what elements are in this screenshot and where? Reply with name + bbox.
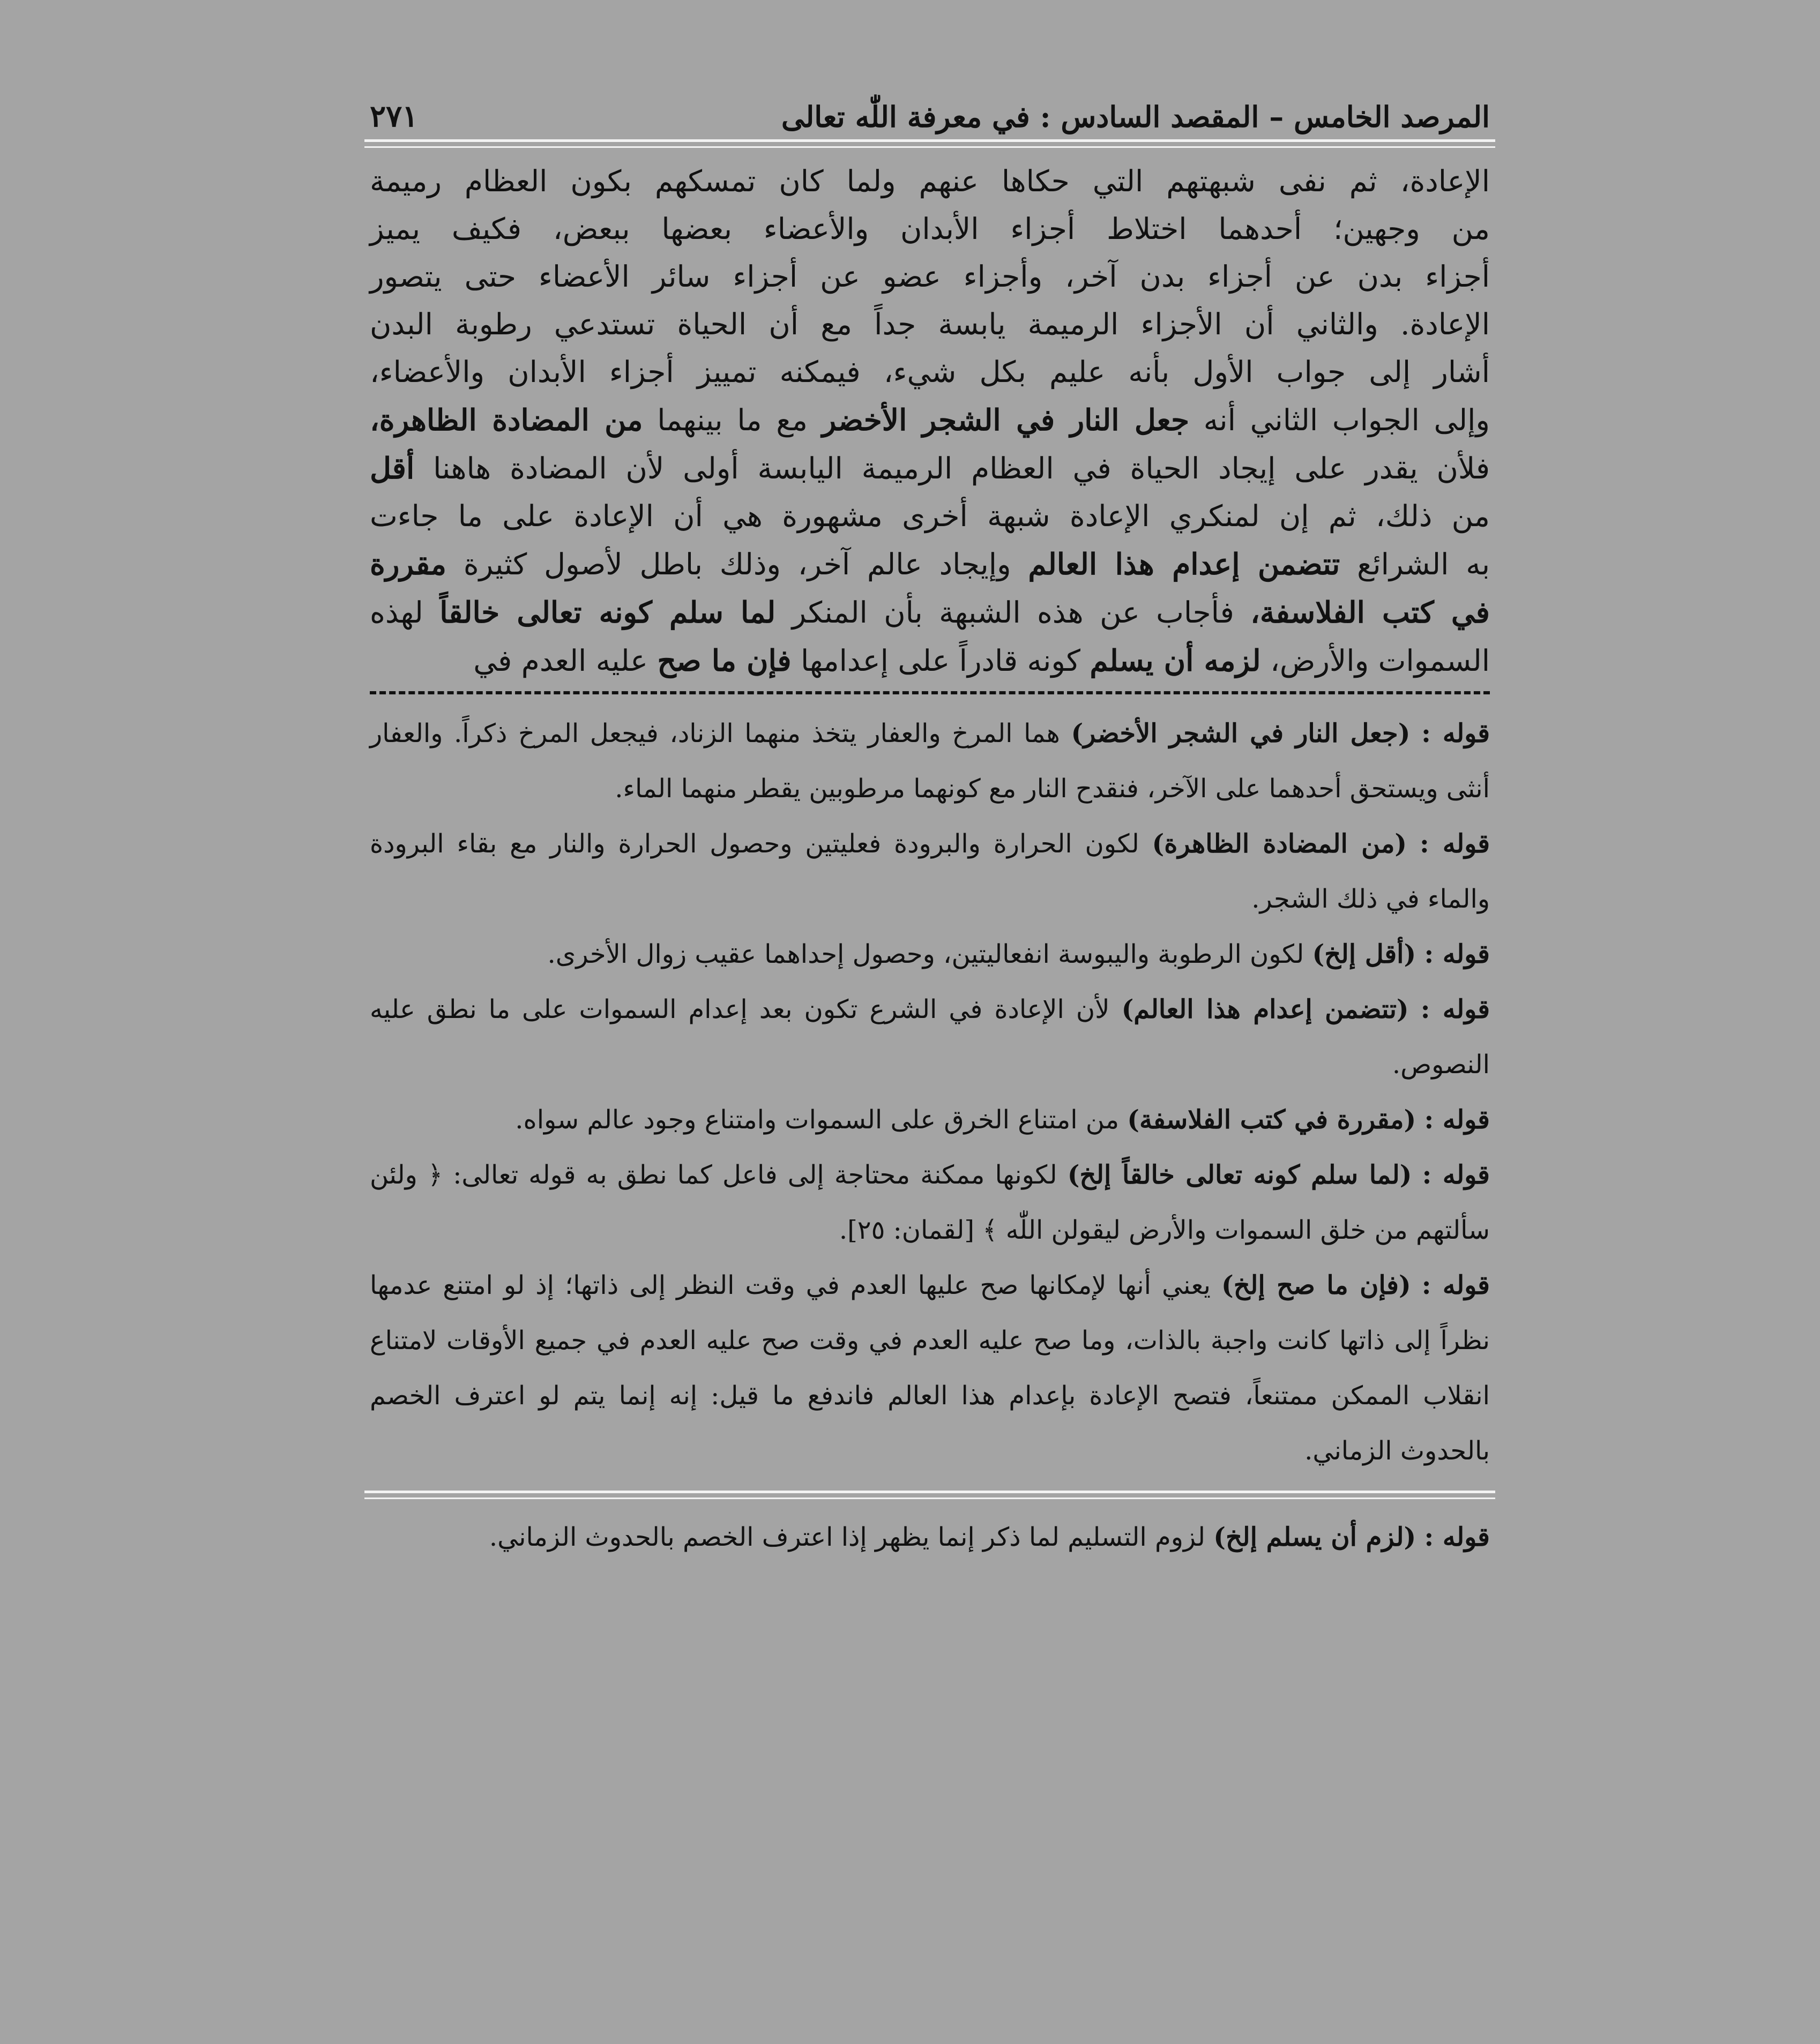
note-quote: (لزم أن يسلم إلخ) bbox=[1213, 1522, 1416, 1552]
text-line bbox=[370, 540, 1490, 588]
commentary-note bbox=[370, 1092, 1490, 1148]
note-label: قوله : bbox=[1420, 994, 1490, 1024]
text-line bbox=[370, 348, 1490, 396]
note-text: هما المرخ والعفار يتخذ منهما الزناد، فيجعل المرخ ذكراً. والعفار أنثى ويستحق أحدهما على الآخر، فنقدح النار مع كونهما مرطوبين يقطر منهما الماء. bbox=[370, 718, 1490, 804]
bold-phrase: من المضادة الظاهرة، bbox=[370, 402, 643, 437]
note-quote: (من المضادة الظاهرة) bbox=[1152, 829, 1407, 859]
text-line bbox=[370, 396, 1490, 444]
page-number: ٢٧١ bbox=[370, 99, 419, 134]
note-text: يعني أنها لإمكانها صح عليها العدم في وقت النظر إلى ذاتها؛ إذ لو امتنع عدمها نظراً إلى ذاتها كانت واجبة بالذات، وما صح عليه العدم في وقت صح عليه العدم في جميع الأوقات لامتناع انقلاب الممكن ممتنعاً، فتصح الإعادة بإعدام هذا العالم فاندفع ما قيل: إنه إنما يتم لو اعترف الخصم بالحدوث الزماني. bbox=[370, 1270, 1490, 1466]
note-text: لكونها ممكنة محتاجة إلى فاعل كما نطق به قوله تعالى: ﴿ ولئن سألتهم من خلق السموات والأرض ليقولن اللّٰه ﴾ [لقمان: ٢٥]. bbox=[370, 1160, 1490, 1245]
note-label: قوله : bbox=[1422, 1160, 1490, 1190]
bold-phrase: فإن ما صح bbox=[657, 643, 792, 678]
main-text bbox=[370, 158, 1490, 685]
text-run: أشار إلى جواب الأول بأنه عليم بكل شيء، فيمكنه تمييز أجزاء الأبدان والأعضاء، bbox=[370, 355, 1490, 389]
bold-phrase: لزمه أن يسلم bbox=[1090, 643, 1261, 678]
dashed-separator bbox=[370, 691, 1490, 694]
text-run: كونه قادراً على إعدامها bbox=[791, 643, 1090, 678]
commentary-note bbox=[370, 1258, 1490, 1479]
text-run: من وجهين؛ أحدهما اختلاط أجزاء الأبدان والأعضاء بعضها ببعض، فكيف يميز bbox=[370, 212, 1490, 246]
book-page bbox=[370, 75, 1490, 1565]
bold-phrase: جعل النار في الشجر الأخضر bbox=[822, 402, 1190, 437]
note-label: قوله : bbox=[1421, 718, 1490, 748]
text-line bbox=[370, 444, 1490, 492]
note-label: قوله : bbox=[1424, 939, 1490, 969]
text-run: فلأن يقدر على إيجاد الحياة في العظام الرميمة اليابسة أولى لأن المضادة هاهنا bbox=[414, 451, 1490, 485]
note-label: قوله : bbox=[1424, 1522, 1490, 1552]
text-run: به الشرائع bbox=[1340, 547, 1490, 581]
text-line bbox=[370, 492, 1490, 540]
note-quote: (تتضمن إعدام هذا العالم) bbox=[1121, 994, 1409, 1024]
note-text: لزوم التسليم لما ذكر إنما يظهر إذا اعترف الخصم بالحدوث الزماني. bbox=[489, 1522, 1214, 1552]
note-label: قوله : bbox=[1424, 1105, 1490, 1135]
bold-phrase: أقل bbox=[370, 451, 415, 485]
header-rule bbox=[364, 139, 1495, 148]
header-title: المرصد الخامس – المقصد السادس : في معرفة اللّٰه تعالى bbox=[781, 100, 1490, 134]
text-run: السموات والأرض، bbox=[1260, 643, 1490, 678]
text-line bbox=[370, 158, 1490, 205]
note-quote: (أقل إلخ) bbox=[1312, 939, 1416, 969]
note-label: قوله : bbox=[1421, 1270, 1490, 1300]
text-run: الإعادة. والثاني أن الأجزاء الرميمة يابسة جداً مع أن الحياة تستدعي رطوبة البدن bbox=[370, 307, 1490, 341]
bold-phrase: لما سلم كونه تعالى خالقاً bbox=[439, 595, 776, 630]
bold-phrase: مقررة bbox=[370, 546, 447, 581]
note-label: قوله : bbox=[1419, 829, 1490, 859]
text-line bbox=[370, 253, 1490, 301]
text-run: مع ما بينهما bbox=[643, 403, 822, 437]
commentary-notes bbox=[370, 706, 1490, 1479]
note-text: لكون الرطوبة واليبوسة انفعاليتين، وحصول إحداهما عقيب زوال الأخرى. bbox=[547, 939, 1312, 969]
bold-phrase: في كتب الفلاسفة، bbox=[1250, 595, 1490, 630]
note-quote: (جعل النار في الشجر الأخضر) bbox=[1071, 718, 1411, 748]
note-text: من امتناع الخرق على السموات وامتناع وجود عالم سواه. bbox=[515, 1105, 1128, 1135]
note-quote: (فإن ما صح إلخ) bbox=[1221, 1270, 1411, 1300]
text-run: الإعادة، ثم نفى شبهتهم التي حكاها عنهم ولما كان تمسكهم بكون العظام رميمة bbox=[370, 164, 1490, 198]
note-text: لأن الإعادة في الشرع تكون بعد إعدام السموات على ما نطق عليه النصوص. bbox=[370, 994, 1490, 1080]
text-run: فأجاب عن هذه الشبهة بأن المنكر bbox=[775, 595, 1251, 630]
text-line bbox=[370, 205, 1490, 253]
note-quote: (مقررة في كتب الفلاسفة) bbox=[1127, 1105, 1416, 1135]
text-run: وإيجاد عالم آخر، وذلك باطل لأصول كثيرة bbox=[446, 547, 1028, 581]
text-run: أجزاء بدن عن أجزاء بدن آخر، وأجزاء عضو عن أجزاء سائر الأعضاء حتى يتصور bbox=[370, 259, 1490, 294]
text-line bbox=[370, 637, 1490, 685]
text-line bbox=[370, 588, 1490, 637]
note-quote: (لما سلم كونه تعالى خالقاً إلخ) bbox=[1067, 1160, 1412, 1190]
footer-rule bbox=[364, 1491, 1495, 1499]
commentary-note bbox=[370, 927, 1490, 982]
commentary-note bbox=[370, 706, 1490, 817]
bold-phrase: تتضمن إعدام هذا العالم bbox=[1028, 546, 1340, 581]
text-run: عليه العدم في bbox=[473, 643, 658, 678]
commentary-note bbox=[370, 817, 1490, 927]
note-text: لكون الحرارة والبرودة فعليتين وحصول الحرارة والنار مع بقاء البرودة والماء في ذلك الشجر. bbox=[370, 829, 1490, 914]
commentary-note bbox=[370, 1148, 1490, 1258]
text-run: من ذلك، ثم إن لمنكري الإعادة شبهة أخرى مشهورة هي أن الإعادة على ما جاءت bbox=[370, 499, 1490, 533]
text-run: لهذه bbox=[370, 595, 440, 630]
footer-commentary bbox=[370, 1510, 1490, 1565]
running-header bbox=[370, 75, 1490, 134]
text-run: وإلى الجواب الثاني أنه bbox=[1189, 403, 1490, 437]
text-line bbox=[370, 301, 1490, 348]
footer-note bbox=[370, 1510, 1490, 1565]
commentary-note bbox=[370, 982, 1490, 1092]
